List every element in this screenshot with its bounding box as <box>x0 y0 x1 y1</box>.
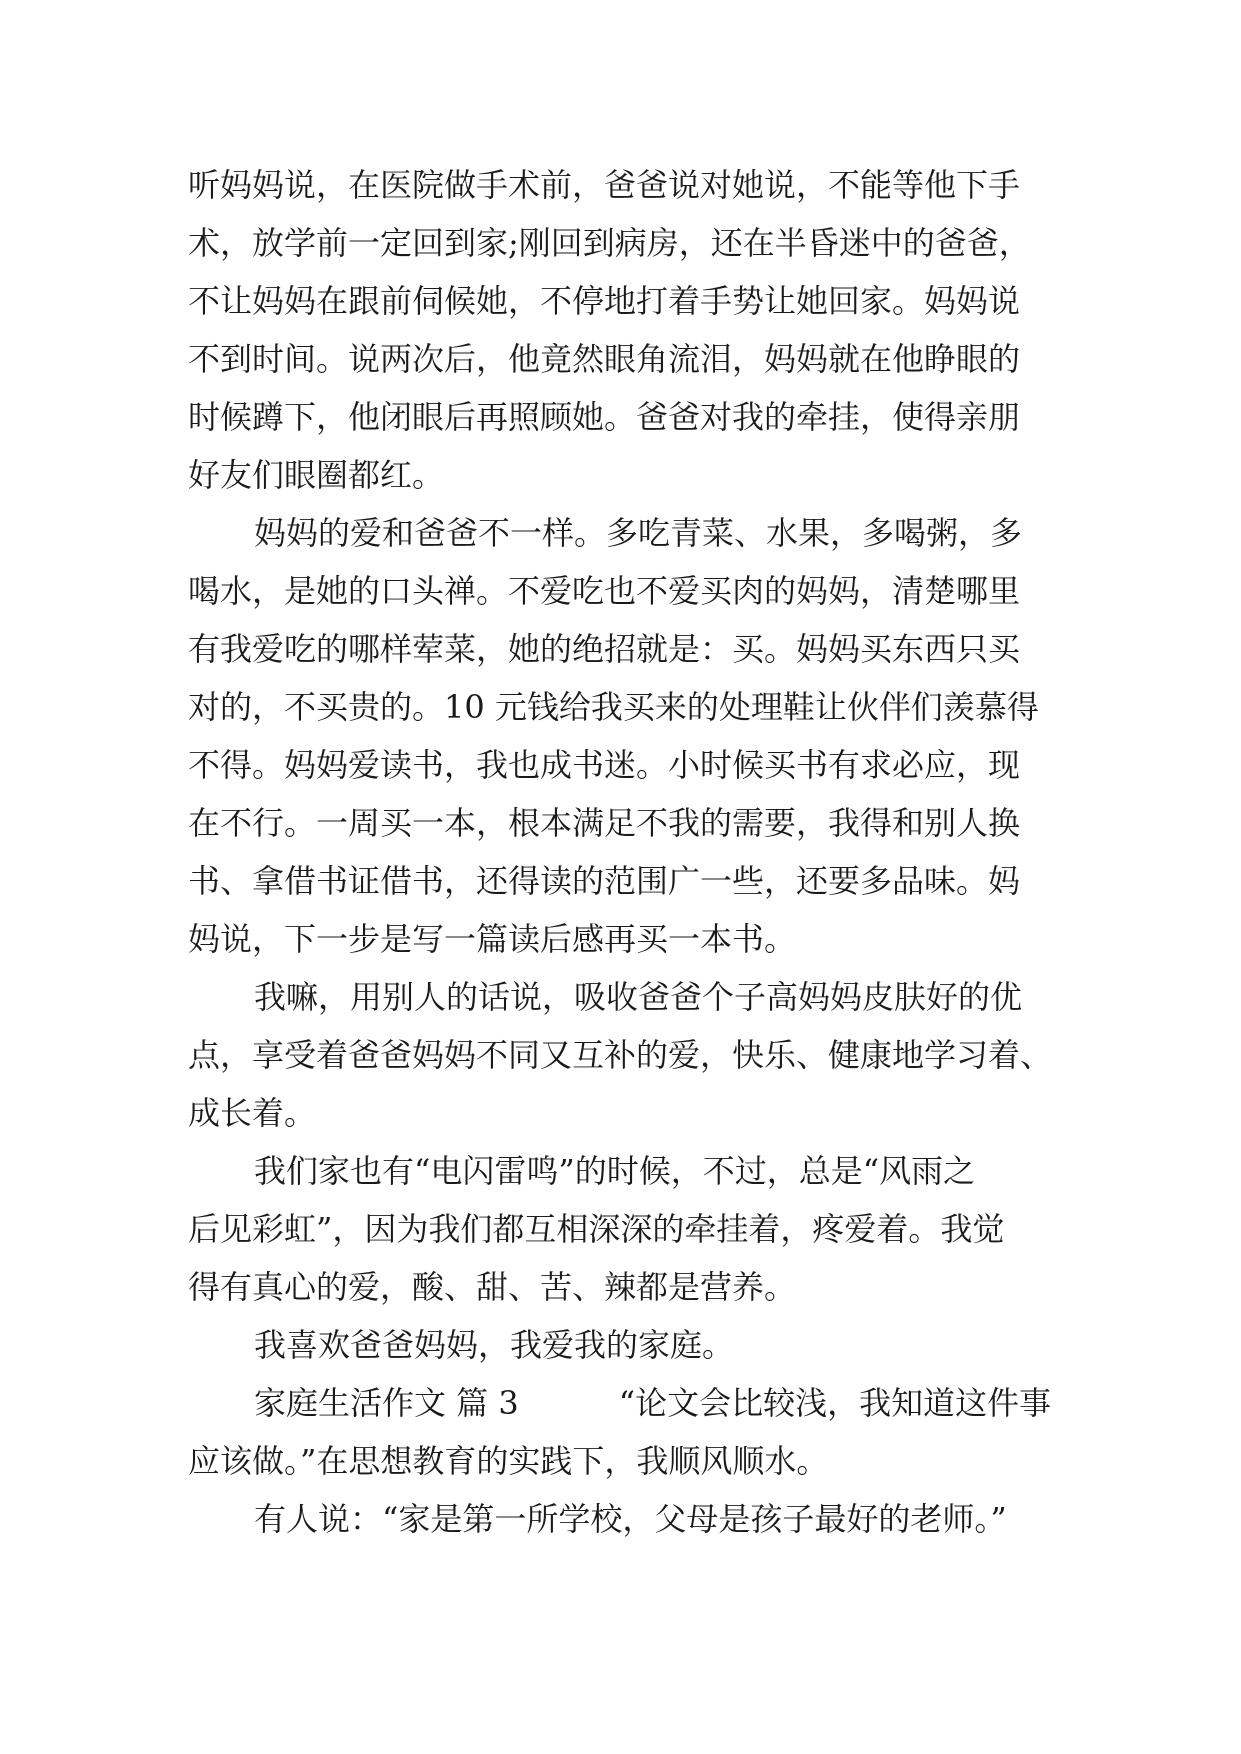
essay-heading-rest: “论文会比较浅，我知道这件事 <box>618 1384 1052 1422</box>
document-body <box>188 156 1068 1548</box>
text-line: 术，放学前一定回到家;刚回到病房，还在半昏迷中的爸爸， <box>188 224 1031 262</box>
text-line: 后见彩虹”，因为我们都互相深深的牵挂着，疼爱着。我觉 <box>188 1210 1005 1248</box>
text-line: 有人说：“家是第一所学校，父母是孩子最好的老师。” <box>254 1500 1007 1538</box>
paragraph-5 <box>188 1316 1068 1374</box>
text-line: 我喜欢爸爸妈妈，我爱我的家庭。 <box>254 1326 735 1364</box>
text-line: 对的，不买贵的。10 元钱给我买来的处理鞋让伙伴们羡慕得 <box>188 688 1039 726</box>
text-line: 我们家也有“电闪雷鸣”的时候，不过，总是“风雨之 <box>254 1152 976 1190</box>
text-line: 不让妈妈在跟前伺候她，不停地打着手势让她回家。妈妈说 <box>188 282 1021 320</box>
text-line: 不得。妈妈爱读书，我也成书迷。小时候买书有求必应，现 <box>188 746 1021 784</box>
text-line: 得有真心的爱，酸、甜、苦、辣都是营养。 <box>188 1268 797 1306</box>
text-line: 应该做。”在思想教育的实践下，我顺风顺水。 <box>188 1442 829 1480</box>
text-line: 听妈妈说，在医院做手术前，爸爸说对她说，不能等他下手 <box>188 166 1021 204</box>
paragraph-2 <box>188 504 1068 968</box>
text-line: 时候蹲下，他闭眼后再照顾她。爸爸对我的牵挂，使得亲朋 <box>188 398 1021 436</box>
text-line: 妈说，下一步是写一篇读后感再买一本书。 <box>188 920 797 958</box>
text-line: 有我爱吃的哪样荤菜，她的绝招就是：买。妈妈买东西只买 <box>188 630 1021 668</box>
text-line: 在不行。一周买一本，根本满足不我的需要，我得和别人换 <box>188 804 1021 842</box>
text-line: 好友们眼圈都红。 <box>188 456 445 494</box>
text-line: 不到时间。说两次后，他竟然眼角流泪，妈妈就在他睁眼的 <box>188 340 1021 378</box>
text-line: 我嘛，用别人的话说，吸收爸爸个子高妈妈皮肤好的优 <box>254 978 1023 1016</box>
paragraph-4 <box>188 1142 1068 1316</box>
paragraph-1 <box>188 156 1068 504</box>
essay-heading: 家庭生活作文 篇 3 <box>254 1384 519 1422</box>
text-line: 喝水，是她的口头禅。不爱吃也不爱买肉的妈妈，清楚哪里 <box>188 572 1021 610</box>
essay-section <box>188 1374 1068 1490</box>
text-line: 书、拿借书证借书，还得读的范围广一些，还要多品味。妈 <box>188 862 1021 900</box>
essay-heading-line <box>188 1374 1068 1432</box>
paragraph-3 <box>188 968 1068 1142</box>
text-line: 点，享受着爸爸妈妈不同又互补的爱，快乐、健康地学习着、 <box>188 1036 1053 1074</box>
text-line: 妈妈的爱和爸爸不一样。多吃青菜、水果，多喝粥，多 <box>254 514 1023 552</box>
text-line: 成长着。 <box>188 1094 317 1132</box>
paragraph-last <box>188 1490 1068 1548</box>
